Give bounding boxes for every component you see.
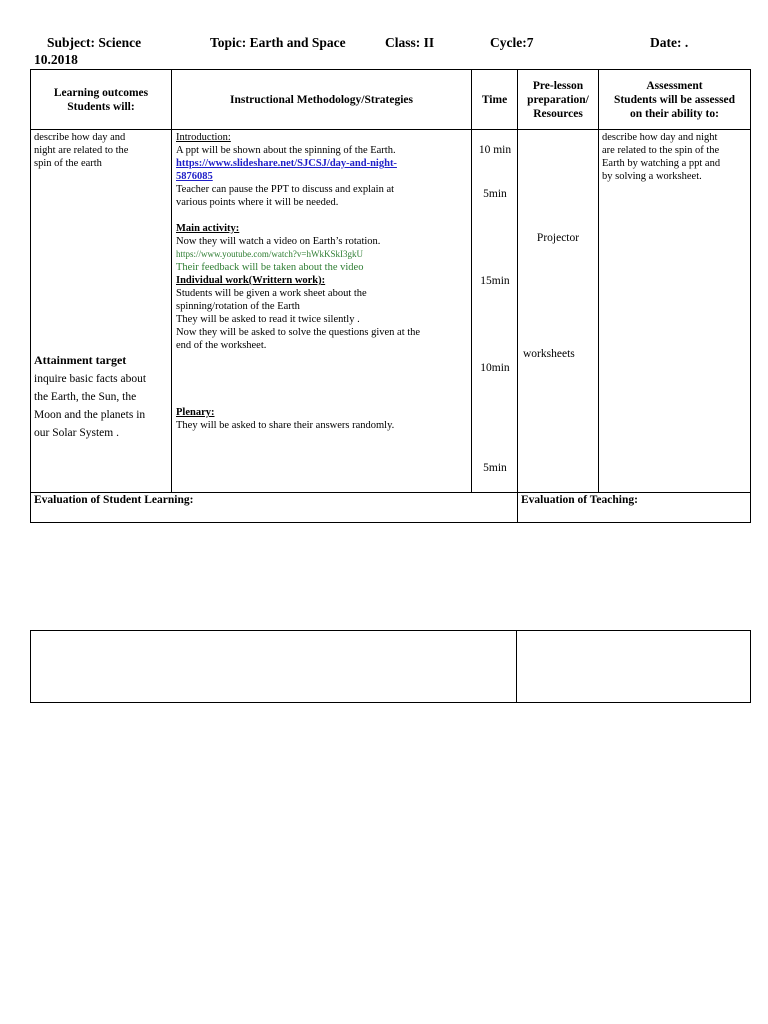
time-value: 5min: [483, 188, 507, 200]
date-label: Date: .: [650, 35, 689, 50]
time-value: 10min: [480, 362, 510, 374]
text-line: Students will be given a work sheet about the: [176, 288, 367, 299]
text-line: inquire basic facts about: [34, 373, 147, 385]
subject-label: Subject: Science: [47, 35, 142, 50]
text-line: A ppt will be shown about the spinning of the Earth.: [176, 145, 396, 156]
text-line: various points where it will be needed.: [176, 197, 339, 208]
text-line: spin of the earth: [34, 158, 102, 169]
text-line: They will be asked to read it twice silently .: [176, 314, 360, 325]
header-text: Resources: [533, 107, 583, 120]
text-line: Teacher can pause the PPT to discuss and explain at: [176, 184, 395, 195]
cycle-label: Cycle:7: [490, 35, 534, 50]
text-line: describe how day and: [34, 132, 126, 143]
time-value: 5min: [483, 462, 507, 474]
header-text: Pre-lesson: [532, 79, 584, 92]
class-label: Class: II: [385, 35, 435, 50]
text-line: by solving a worksheet.: [602, 171, 702, 182]
teaching-evaluation-label: Evaluation of Teaching:: [521, 494, 638, 506]
youtube-link[interactable]: https://www.youtube.com/watch?v=hWkKSkI3gkU: [176, 249, 363, 259]
feedback-line: Their feedback will be taken about the video: [176, 262, 364, 273]
empty-table-border: [30, 630, 751, 703]
header-text: Learning outcomes: [53, 86, 149, 99]
header-assessment: [599, 70, 750, 129]
time-value: 10 min: [478, 144, 512, 156]
main-activity-heading: Main activity:: [176, 223, 240, 234]
text-line: the Earth, the Sun, the: [34, 391, 137, 403]
column-divider: [598, 69, 599, 492]
header-time: Time: [481, 93, 508, 106]
header-resources: [518, 70, 598, 129]
slideshare-link-cont[interactable]: 5876085: [176, 171, 213, 182]
text-line: end of the worksheet.: [176, 340, 267, 351]
individual-work-heading: Individual work(Writtern work):: [176, 275, 326, 286]
learning-outcome-text: [34, 131, 128, 170]
text-line: Moon and the planets in: [34, 409, 146, 421]
assessment-text: [602, 131, 720, 183]
column-divider: [517, 69, 518, 523]
text-line: Now they will be asked to solve the questions given at the: [176, 327, 421, 338]
resource-item: Projector: [536, 232, 580, 244]
text-line: Earth by watching a ppt and: [602, 158, 721, 169]
text-line: night are related to the: [34, 145, 129, 156]
column-divider: [516, 630, 517, 703]
plenary-block: [176, 406, 394, 432]
header-text: Assessment: [646, 79, 703, 92]
header-methodology: Instructional Methodology/Strategies: [229, 93, 414, 106]
header-divider: [30, 129, 751, 130]
text-line: are related to the spin of the: [602, 145, 720, 156]
header-text: preparation/: [527, 93, 589, 106]
text-line: They will be asked to share their answers randomly.: [176, 420, 395, 431]
text-line: describe how day and night: [602, 132, 718, 143]
time-value: 15min: [480, 275, 510, 287]
column-divider: [171, 69, 172, 492]
date-continuation: 10.2018: [34, 52, 78, 67]
text-line: spinning/rotation of the Earth: [176, 301, 300, 312]
topic-label: Topic: Earth and Space: [210, 35, 346, 50]
slideshare-link[interactable]: https://www.slideshare.net/SJCSJ/day-and-night-: [176, 158, 397, 169]
header-text: on their ability to:: [630, 107, 719, 120]
header-text: Students will:: [67, 100, 135, 113]
attainment-target-text: [34, 370, 146, 442]
introduction-heading: Introduction:: [176, 132, 231, 143]
resource-item: worksheets: [523, 348, 575, 360]
text-line: Now they will watch a video on Earth’s rotation.: [176, 236, 381, 247]
methodology-block: [176, 131, 420, 352]
footer-divider: [30, 492, 751, 493]
header-text: Students will be assessed: [613, 93, 736, 106]
text-line: our Solar System .: [34, 427, 119, 439]
plenary-heading: Plenary:: [176, 407, 215, 418]
header-learning-outcomes: [31, 70, 171, 129]
attainment-target-label: Attainment target: [34, 353, 127, 367]
student-evaluation-label: Evaluation of Student Learning:: [34, 494, 194, 506]
